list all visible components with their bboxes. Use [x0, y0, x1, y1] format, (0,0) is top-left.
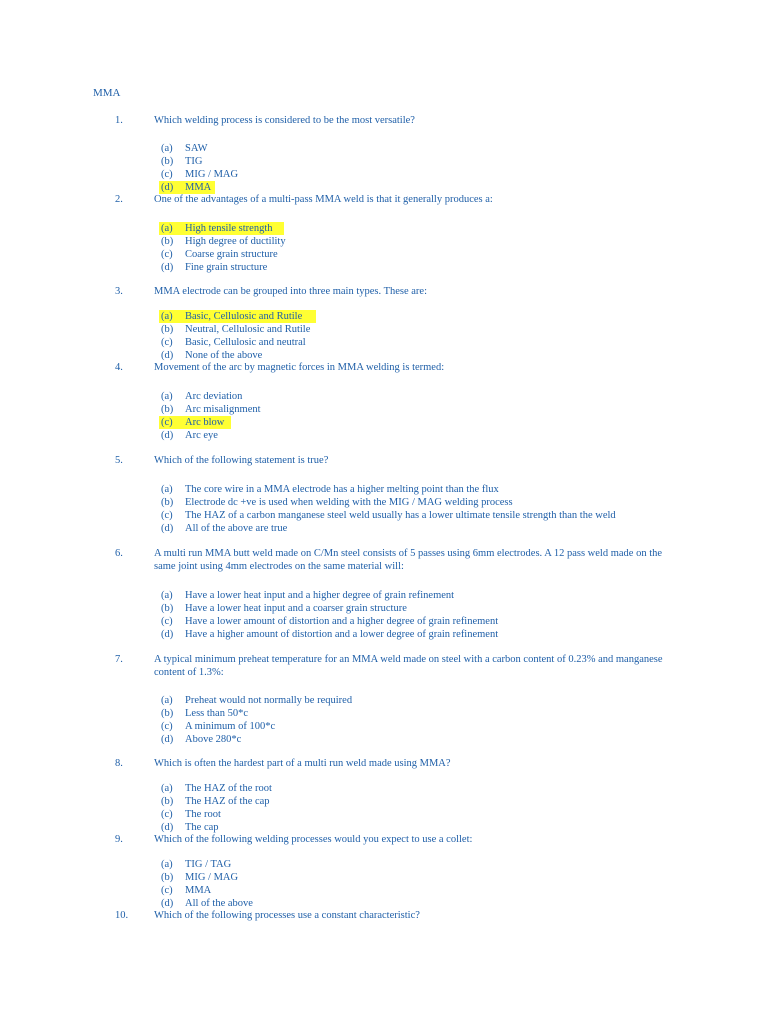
question-number: 7.	[115, 654, 123, 665]
question-number: 4.	[115, 362, 123, 373]
option-text: All of the above	[185, 898, 253, 909]
option-label: (c)	[161, 885, 173, 896]
option-text: All of the above are true	[185, 523, 288, 534]
option-label: (d)	[161, 350, 174, 361]
question-number: 1.	[115, 115, 123, 126]
option-text: Less than 50*c	[185, 708, 248, 719]
option-text: MMA	[185, 885, 212, 896]
option-label: (d)	[161, 262, 174, 273]
option-label: (a)	[161, 590, 173, 601]
question-text: One of the advantages of a multi-pass MMA weld is that it generally produces a:	[154, 194, 493, 205]
question-text: MMA electrode can be grouped into three main types. These are:	[154, 286, 428, 297]
question-number: 3.	[115, 286, 123, 297]
option-text: High tensile strength	[185, 223, 273, 234]
option-label: (b)	[161, 603, 174, 614]
option-label: (a)	[161, 859, 173, 870]
question-number: 6.	[115, 548, 123, 559]
option-text: Arc blow	[185, 417, 225, 428]
option-label: (c)	[161, 510, 173, 521]
option-label: (b)	[161, 324, 174, 335]
option-text: Have a lower amount of distortion and a higher degree of grain refinement	[185, 616, 499, 627]
option-label: (d)	[161, 629, 174, 640]
option-label: (b)	[161, 236, 174, 247]
option-text: Have a lower heat input and a coarser grain structure	[185, 603, 407, 614]
option-text: TIG / TAG	[185, 859, 232, 870]
option-label: (d)	[161, 898, 174, 909]
question-number: 2.	[115, 194, 123, 205]
option-text: Basic, Cellulosic and neutral	[185, 337, 306, 348]
question-number: 5.	[115, 455, 123, 466]
option-label: (b)	[161, 156, 174, 167]
option-text: The HAZ of a carbon manganese steel weld usually has a lower ultimate tensile strength than the weld	[185, 510, 616, 521]
option-text: Arc misalignment	[185, 404, 261, 415]
option-text: TIG	[185, 156, 203, 167]
option-text: The cap	[185, 822, 219, 833]
question-text: Which welding process is considered to be the most versatile?	[154, 115, 415, 126]
option-label: (d)	[161, 182, 174, 193]
option-text: A minimum of 100*c	[185, 721, 276, 732]
option-text: MIG / MAG	[185, 169, 239, 180]
option-label: (c)	[161, 616, 173, 627]
option-text: MMA	[185, 182, 212, 193]
option-label: (c)	[161, 809, 173, 820]
option-label: (b)	[161, 404, 174, 415]
option-label: (d)	[161, 430, 174, 441]
question-text: Which of the following processes use a constant characteristic?	[154, 910, 420, 921]
option-label: (a)	[161, 695, 173, 706]
option-label: (a)	[161, 783, 173, 794]
option-label: (d)	[161, 822, 174, 833]
question-text: Which is often the hardest part of a multi run weld made using MMA?	[154, 758, 451, 769]
option-text: Fine grain structure	[185, 262, 268, 273]
option-text: Neutral, Cellulosic and Rutile	[185, 324, 311, 335]
option-text: The core wire in a MMA electrode has a higher melting point than the flux	[185, 484, 499, 495]
option-label: (d)	[161, 734, 174, 745]
option-text: MIG / MAG	[185, 872, 239, 883]
option-text: The HAZ of the cap	[185, 796, 270, 807]
question-number: 10.	[115, 910, 129, 921]
option-label: (b)	[161, 872, 174, 883]
option-text: Have a lower heat input and a higher degree of grain refinement	[185, 590, 455, 601]
question-text: A multi run MMA butt weld made on C/Mn steel consists of 5 passes using 6mm electrodes. A 12 pass weld made on the same joint using 4mm electrodes on the same material will:	[154, 548, 663, 572]
option-label: (c)	[161, 249, 173, 260]
option-text: Electrode dc +ve is used when welding with the MIG / MAG welding process	[185, 497, 513, 508]
question-number: 9.	[115, 834, 123, 845]
question-text: Which of the following welding processes would you expect to use a collet:	[154, 834, 473, 845]
option-label: (b)	[161, 708, 174, 719]
option-label: (a)	[161, 484, 173, 495]
option-label: (a)	[161, 143, 173, 154]
question-text: Movement of the arc by magnetic forces in MMA welding is termed:	[154, 362, 445, 373]
question-text: A typical minimum preheat temperature for an MMA weld made on steel with a carbon content of 0.23% and manganese content of 1.3%:	[154, 654, 663, 678]
question-number: 8.	[115, 758, 123, 769]
option-text: Basic, Cellulosic and Rutile	[185, 311, 303, 322]
option-label: (b)	[161, 796, 174, 807]
option-label: (b)	[161, 497, 174, 508]
option-text: Arc deviation	[185, 391, 243, 402]
option-text: High degree of ductility	[185, 236, 286, 247]
option-label: (a)	[161, 223, 173, 234]
option-label: (c)	[161, 337, 173, 348]
option-text: SAW	[185, 143, 208, 154]
option-label: (c)	[161, 169, 173, 180]
option-label: (c)	[161, 721, 173, 732]
option-text: The root	[185, 809, 221, 820]
option-label: (d)	[161, 523, 174, 534]
option-text: The HAZ of the root	[185, 783, 272, 794]
option-text: Preheat would not normally be required	[185, 695, 353, 706]
option-text: Arc eye	[185, 430, 218, 441]
option-text: Above 280*c	[185, 734, 242, 745]
option-label: (c)	[161, 417, 173, 428]
option-text: None of the above	[185, 350, 263, 361]
option-label: (a)	[161, 391, 173, 402]
option-text: Have a higher amount of distortion and a lower degree of grain refinement	[185, 629, 499, 640]
option-text: Coarse grain structure	[185, 249, 278, 260]
option-label: (a)	[161, 311, 173, 322]
document-heading: MMA	[93, 87, 121, 99]
question-text: Which of the following statement is true?	[154, 455, 329, 466]
